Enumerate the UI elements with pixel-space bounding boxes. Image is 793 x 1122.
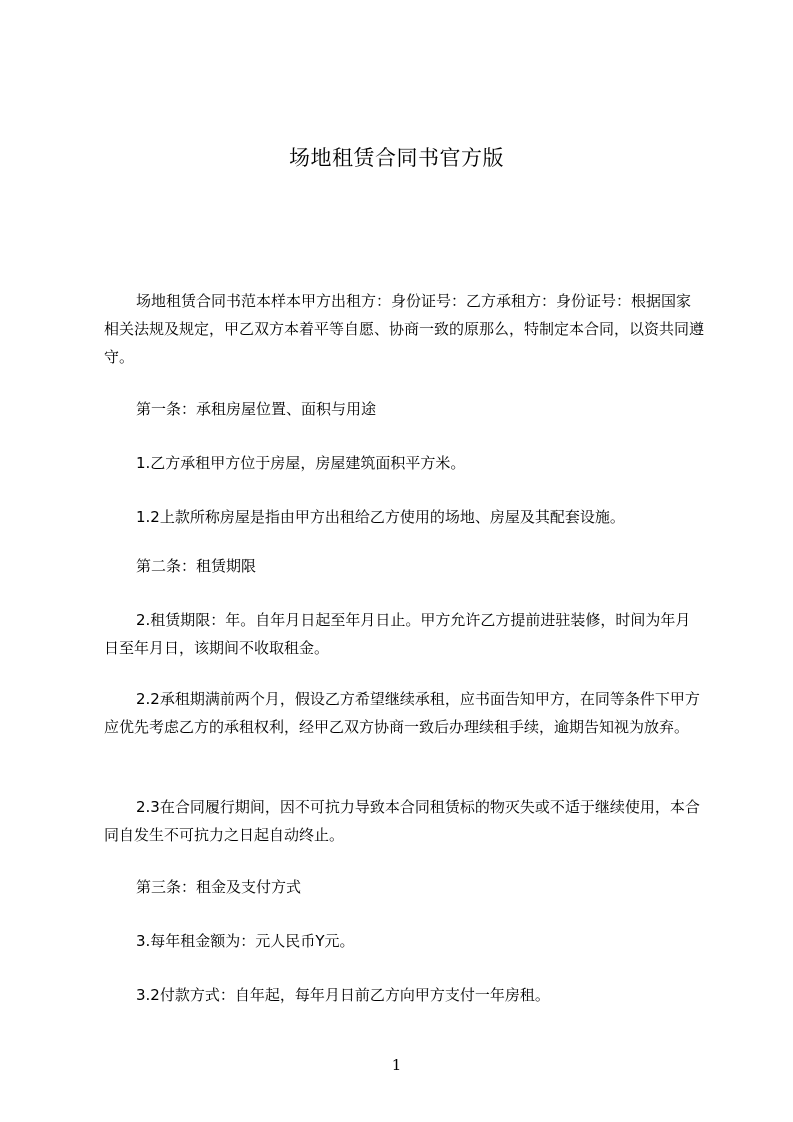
clause-2-3: 2.3在合同履行期间，因不可抗力导致本合同租赁标的物灭失或不适于继续使用，本合同自发生不可抗力之日起自动终止。 — [104, 798, 700, 844]
clause-2-2: 2.2承租期满前两个月，假设乙方希望继续承租，应书面告知甲方，在同等条件下甲方应优先考虑乙方的承租权利，经甲乙双方协商一致后办理续租手续，逾期告知视为放弃。 — [104, 690, 700, 736]
clause-3-1: 3.每年租金额为：元人民币Y元。 — [136, 932, 355, 950]
document-title: 场地租赁合同书官方版 — [289, 146, 504, 170]
article-3-heading: 第三条：租金及支付方式 — [136, 878, 302, 896]
preamble-paragraph: 场地租赁合同书范本样本甲方出租方：身份证号：乙方承租方：身份证号：根据国家相关法规及规定，甲乙双方本着平等自愿、协商一致的原那么，特制定本合同，以资共同遵守。 — [104, 292, 705, 366]
article-1-heading: 第一条：承租房屋位置、面积与用途 — [136, 400, 377, 418]
clause-1-1: 1.乙方承租甲方位于房屋，房屋建筑面积平方米。 — [136, 454, 466, 472]
clause-3-2: 3.2付款方式：自年起，每年月日前乙方向甲方支付一年房租。 — [136, 986, 550, 1004]
clause-1-2: 1.2上款所称房屋是指由甲方出租给乙方使用的场地、房屋及其配套设施。 — [136, 508, 625, 526]
page-number: 1 — [391, 1056, 402, 1074]
clause-2-1: 2.租赁期限：年。自年月日起至年月日止。甲方允许乙方提前进驻装修，时间为年月日至年月日，该期间不收取租金。 — [104, 611, 691, 657]
article-2-heading: 第二条：租赁期限 — [136, 557, 257, 575]
